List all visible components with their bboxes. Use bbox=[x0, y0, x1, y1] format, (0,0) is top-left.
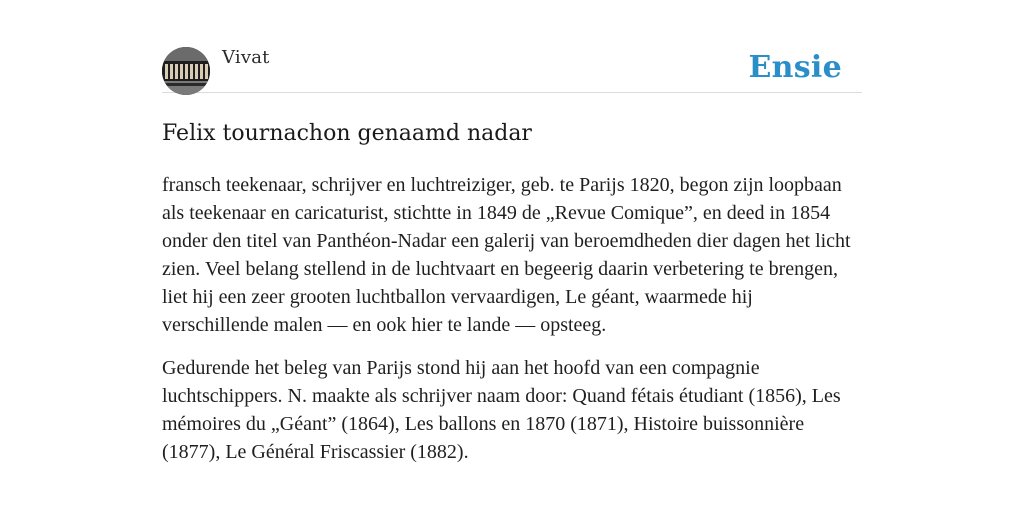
article-header bbox=[162, 46, 862, 93]
article-card bbox=[162, 46, 862, 466]
brand-logo-link[interactable]: Ensie bbox=[748, 50, 842, 85]
article-paragraph-2: Gedurende het beleg van Parijs stond hij aan het hoofd van een compagnie luchtschippers. N. maakte als schrijver naam door: Quand fétais étudiant (1856), Les mémoires du „Géant” (1864), Les ballons en 1870 (1871), Histoire buissonnière (1877), Le Général Friscassier (1882). bbox=[162, 357, 841, 463]
article-paragraph-1: fransch teekenaar, schrijver en luchtreiziger, geb. te Parijs 1820, begon zijn loopbaan als teekenaar en caricaturist, stichtte in 1849 de „Revue Comique”, en deed in 1854 onder den titel van Panthéon-Nadar een galerij van beroemdheden dier dagen het licht zien. Veel belang stellend in de luchtvaart en begeerig daarin verbetering te brengen, liet hij een zeer grooten luchtballon vervaardigen, Le géant, waarmede hij verschillende malen — en ook hier te lande — opsteeg. bbox=[162, 174, 851, 336]
author-avatar[interactable] bbox=[162, 47, 210, 95]
author-name[interactable]: Vivat bbox=[222, 47, 270, 68]
article-title: Felix tournachon genaamd nadar bbox=[162, 121, 532, 146]
library-shelves-icon bbox=[162, 47, 210, 95]
